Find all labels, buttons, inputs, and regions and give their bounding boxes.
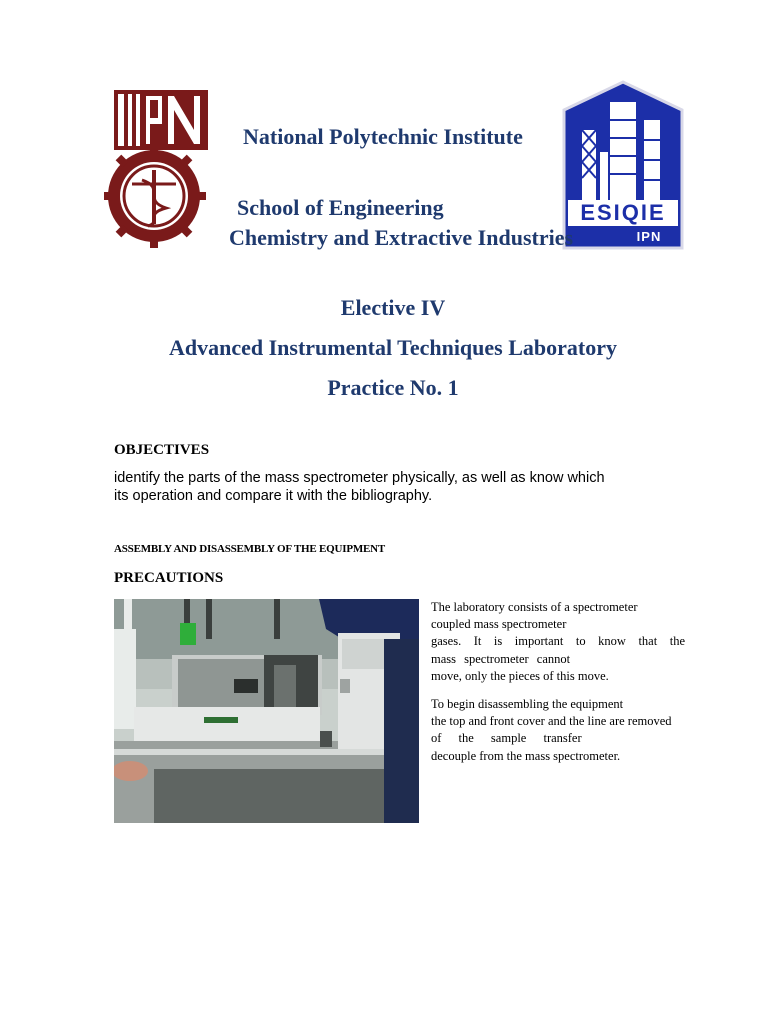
paragraph-line: coupled mass spectrometer [431,617,567,632]
paragraph-line: To begin disassembling the equipment [431,697,624,711]
esiqie-logo-text: ESIQIE [580,200,666,225]
objectives-heading: OBJECTIVES [114,442,210,458]
school-name: School of Engineering [237,195,444,220]
objectives-line: its operation and compare it with the bibliography. [114,488,433,504]
lab-photo [114,599,419,823]
course-title: Elective IV [340,295,446,320]
assembly-heading: ASSEMBLY AND DISASSEMBLY OF THE EQUIPMENT [114,543,386,555]
objectives-line: identify the parts of the mass spectrometer physically, as well as know which [114,470,605,486]
esiqie-logo-subtext: IPN [636,229,662,244]
precautions-paragraph-1 [431,599,685,685]
paragraph-line: mass spectrometer cannot [431,651,571,666]
paragraph-line: gases. It is important to know that the [431,634,685,649]
institute-name: National Polytechnic Institute [243,124,523,149]
paragraph-line: decouple from the mass spectrometer. [431,748,621,763]
precautions-paragraph-2 [431,696,685,765]
paragraph-line: of the sample transfer [431,731,582,746]
esiqie-logo [560,80,686,250]
lab-title: Advanced Instrumental Techniques Laboratory [168,335,617,360]
precautions-heading: PRECAUTIONS [114,570,224,586]
objectives-text [114,469,654,505]
paragraph-line: the top and front cover and the line are removed [431,714,672,729]
department-name: Chemistry and Extractive Industries [229,225,574,250]
ipn-logo [104,84,212,252]
paragraph-line: The laboratory consists of a spectrometer [431,600,638,614]
paragraph-line: move, only the pieces of this move. [431,668,609,683]
practice-title: Practice No. 1 [327,375,459,400]
